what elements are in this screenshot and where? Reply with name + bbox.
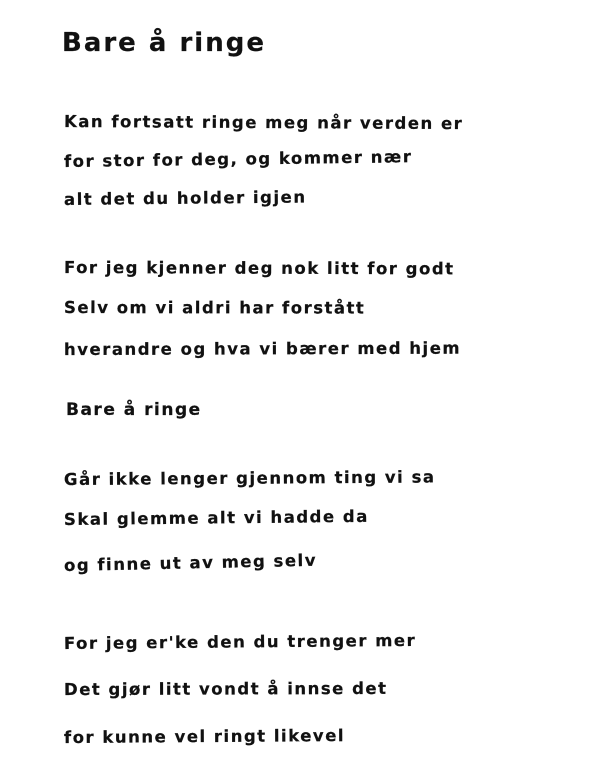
poem-line: Kan fortsatt ringe meg når verden er [63,112,464,134]
poem-title: Bare å ringe [62,28,266,58]
poem-line: Går ikke lenger gjennom ting vi sa [63,467,436,489]
poem-line: hverandre og hva vi bærer med hjem [63,338,462,359]
poem-line: Selv om vi aldri har forstått [63,298,366,318]
poem-line: alt det du holder igjen [63,187,307,209]
poem-line: og finne ut av meg selv [63,550,318,575]
poem-line: Skal glemme alt vi hadde da [63,506,369,529]
poem-line: for kunne vel ringt likevel [63,726,346,747]
poem-line: Det gjør litt vondt å innse det [63,678,388,699]
poem-line: for stor for deg, og kommer nær [63,147,413,171]
refrain-line: Bare å ringe [66,400,202,420]
poem-line: For jeg kjenner deg nok litt for godt [63,258,455,279]
poem-line: For jeg er'ke den du trenger mer [63,630,417,653]
